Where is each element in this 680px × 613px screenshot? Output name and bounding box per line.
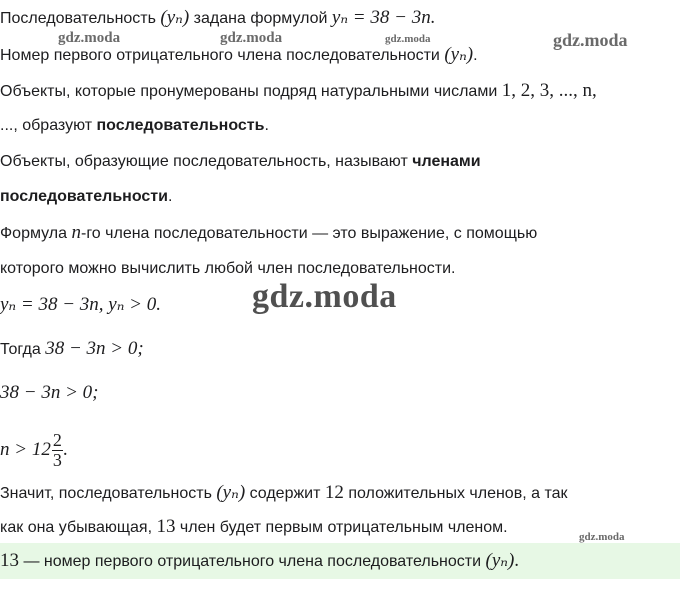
positive-count: 12	[324, 482, 344, 503]
term-sequence: последовательность	[96, 117, 265, 134]
conclusion-line-2	[0, 515, 508, 540]
natural-numbers: 1, 2, 3, ..., n,	[501, 80, 597, 101]
sequence-symbol: (yₙ)	[160, 7, 190, 28]
conclusion-text-1: Значит, последовательность	[0, 485, 212, 502]
watermark-5: gdz.moda	[579, 531, 625, 543]
sequence-symbol-3: (yₙ)	[216, 482, 246, 503]
watermark-2: gdz.moda	[220, 30, 283, 46]
watermark-logo: gdz.moda	[252, 278, 397, 315]
watermark-1: gdz.moda	[58, 30, 121, 46]
problem-text-1: Последовательность	[0, 10, 156, 27]
definition-line-2	[0, 114, 269, 138]
conclusion-text-2: содержит	[249, 485, 321, 502]
answer-end: .	[514, 550, 520, 571]
definition-text-1: Объекты, которые пронумерованы подряд натуральными числами	[0, 83, 498, 100]
fraction-numerator: 2	[52, 430, 62, 451]
problem-end: .	[473, 47, 478, 64]
solution-step-4-end: .	[62, 439, 68, 460]
problem-line-1	[0, 6, 435, 31]
fraction-two-thirds	[52, 431, 63, 470]
definition-text-5a: Формула	[0, 225, 68, 242]
problem-line-2	[0, 43, 478, 68]
inequality-result: n > 12	[0, 439, 51, 460]
negative-index: 13	[156, 516, 176, 537]
conclusion-line-1	[0, 481, 567, 506]
solution-step-2	[0, 337, 144, 362]
sequence-formula: yₙ = 38 − 3n.	[331, 7, 436, 28]
definition-line-6	[0, 257, 455, 281]
answer-number: 13	[0, 550, 19, 571]
definition-text-3: Объекты, образующие последовательность, называют	[0, 153, 408, 170]
watermark-3: gdz.moda	[385, 33, 431, 45]
problem-text-2: задана формулой	[193, 10, 328, 27]
definition-end-1: .	[264, 117, 269, 134]
term-members-2: последовательности	[0, 188, 168, 205]
definition-line-1	[0, 79, 597, 104]
definition-text-6: которого можно вычислить любой член последовательности.	[0, 260, 456, 277]
conclusion-text-5: член будет первым отрицательным членом.	[179, 519, 508, 536]
sequence-symbol-2: (yₙ)	[444, 44, 474, 65]
solution-step-1: yₙ = 38 − 3n, yₙ > 0.	[0, 294, 161, 315]
solution-word-then: Тогда	[0, 341, 41, 358]
conclusion-text-3: положительных членов, а так	[348, 485, 568, 502]
answer-line	[0, 549, 519, 574]
definition-line-4	[0, 185, 172, 209]
conclusion-text-4: как она убывающая,	[0, 519, 153, 536]
definition-text-2: ..., образуют	[0, 117, 93, 134]
answer-text: — номер первого отрицательного члена последовательности	[23, 553, 482, 570]
definition-line-5	[0, 221, 537, 246]
watermark-4: gdz.moda	[553, 30, 628, 50]
definition-end-2: .	[167, 188, 173, 205]
n-symbol: n	[71, 222, 81, 243]
sequence-symbol-4: (yₙ)	[485, 550, 515, 571]
term-members: членами	[412, 153, 481, 170]
definition-text-5b: -го члена последовательности — это выражение, с помощью	[80, 225, 538, 242]
definition-line-3	[0, 150, 481, 174]
fraction-denominator: 3	[52, 450, 62, 471]
problem-question: Номер первого отрицательного члена последовательности	[0, 47, 440, 64]
solution-step-4	[0, 427, 68, 474]
solution-step-3: 38 − 3n > 0;	[0, 382, 99, 403]
inequality-1: 38 − 3n > 0;	[45, 338, 144, 359]
